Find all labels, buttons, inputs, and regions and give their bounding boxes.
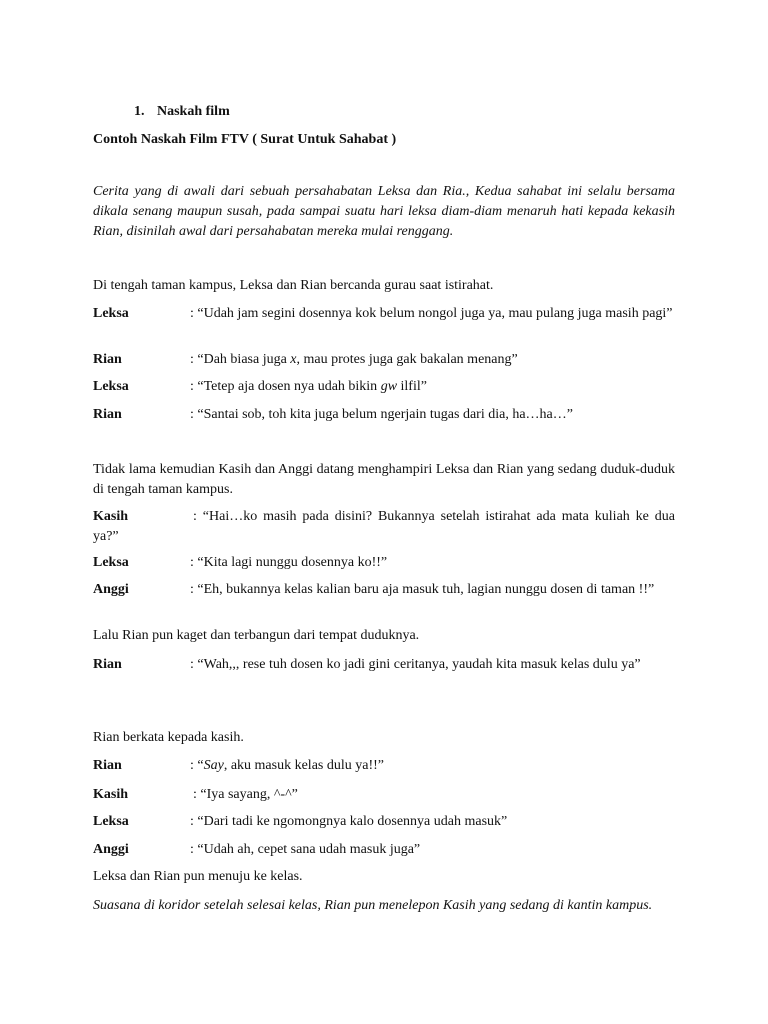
scene-description-6: Suasana di koridor setelah selesai kelas, Rian pun menelepon Kasih yang sedang di kantin kampus. <box>93 898 653 913</box>
dialog-line <box>93 840 675 860</box>
scene-description-1: Di tengah taman kampus, Leksa dan Rian bercanda gurau saat istirahat. <box>93 278 494 293</box>
dialog-text: : “Hai…ko masih pada disini? Bukannya setelah istirahat ada mata kuliah ke dua ya?” <box>93 509 675 544</box>
dialog-text: : “Dah biasa juga x, mau protes juga gak bakalan menang” <box>190 352 518 367</box>
section-heading: Naskah film <box>157 104 230 119</box>
dialog-line <box>93 304 675 324</box>
dialog-line <box>93 580 675 600</box>
synopsis-paragraph: Cerita yang di awali dari sebuah persahabatan Leksa dan Ria., Kedua sahabat ini selalu bersama dikala senang maupun susah, pada sampai suatu hari leksa diam-diam menaruh hati kepada kekasih Rian, disinilah awal dari persahabatan mereka mulai renggang. <box>93 184 675 239</box>
dialog-text: : “Dari tadi ke ngomongnya kalo dosennya udah masuk” <box>190 814 508 829</box>
dialog-text: : “Eh, bukannya kelas kalian baru aja masuk tuh, lagian nunggu dosen di taman !!” <box>190 582 655 597</box>
speaker-name: Rian <box>93 352 122 367</box>
dialog-text: : “Udah jam segini dosennya kok belum nongol juga ya, mau pulang juga masih pagi” <box>190 306 673 321</box>
dialog-line <box>93 553 675 573</box>
dialog-line <box>93 405 675 425</box>
dialog-line <box>93 507 675 547</box>
speaker-name: Rian <box>93 407 122 422</box>
dialog-line <box>93 655 675 675</box>
dialog-text: : “Say, aku masuk kelas dulu ya!!” <box>190 758 385 773</box>
speaker-name: Kasih <box>93 787 129 802</box>
dialog-line <box>93 350 675 370</box>
script-subtitle: Contoh Naskah Film FTV ( Surat Untuk Sahabat ) <box>93 132 397 147</box>
dialog-text: : “Kita lagi nunggu dosennya ko!!” <box>190 555 388 570</box>
section-number: 1. <box>134 104 145 119</box>
speaker-name: Leksa <box>93 306 129 321</box>
speaker-name: Leksa <box>93 379 129 394</box>
dialog-line <box>93 377 675 397</box>
speaker-name: Rian <box>93 657 122 672</box>
speaker-name: Leksa <box>93 555 129 570</box>
scene-description-3: Lalu Rian pun kaget dan terbangun dari tempat duduknya. <box>93 628 420 643</box>
speaker-name: Kasih <box>93 509 129 524</box>
dialog-line <box>93 785 675 805</box>
dialog-text: : “Udah ah, cepet sana udah masuk juga” <box>190 842 421 857</box>
dialog-line <box>93 756 675 776</box>
dialog-line <box>93 812 675 832</box>
dialog-text: : “Tetep aja dosen nya udah bikin gw ilfil” <box>190 379 427 394</box>
scene-description-2: Tidak lama kemudian Kasih dan Anggi datang menghampiri Leksa dan Rian yang sedang duduk-duduk di tengah taman kampus. <box>93 462 675 497</box>
dialog-text: : “Iya sayang, ^-^” <box>193 787 298 802</box>
speaker-name: Anggi <box>93 842 129 857</box>
scene-description-5: Leksa dan Rian pun menuju ke kelas. <box>93 869 303 884</box>
scene-description-4: Rian berkata kepada kasih. <box>93 730 244 745</box>
speaker-name: Rian <box>93 758 122 773</box>
dialog-text: : “Santai sob, toh kita juga belum ngerjain tugas dari dia, ha…ha…” <box>190 407 573 422</box>
speaker-name: Leksa <box>93 814 129 829</box>
dialog-text: : “Wah,,, rese tuh dosen ko jadi gini ceritanya, yaudah kita masuk kelas dulu ya” <box>190 657 641 672</box>
speaker-name: Anggi <box>93 582 129 597</box>
